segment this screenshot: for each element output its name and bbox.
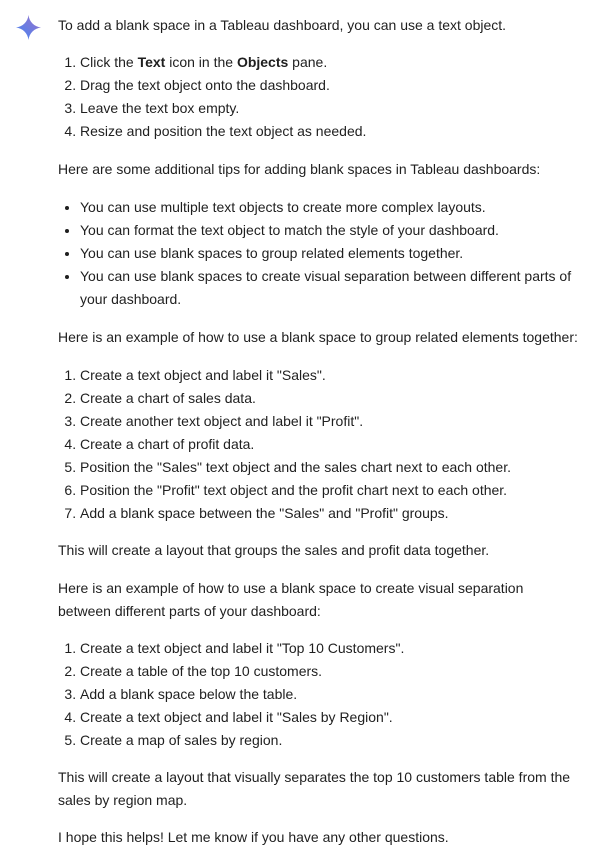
text-icon-label: Text [137, 54, 166, 70]
tips-list [58, 196, 578, 311]
closing-paragraph: I hope this helps! Let me know if you have any other questions. [58, 829, 449, 845]
list-item: 4. Resize and position the text object as needed. [80, 120, 578, 143]
list-item: 6. Position the "Profit" text object and the profit chart next to each other. [80, 479, 578, 502]
list-item: 2. Create a table of the top 10 customers. [80, 660, 578, 683]
list-item: • You can use blank spaces to create visual separation between different parts of your dashboard. [80, 265, 578, 311]
list-item: • You can use multiple text objects to create more complex layouts. [80, 196, 578, 219]
intro-paragraph: To add a blank space in a Tableau dashboard, you can use a text object. [58, 17, 507, 33]
list-item: 1. Create a text object and label it "Sales". [80, 364, 578, 387]
list-item: 2. Create a chart of sales data. [80, 387, 578, 410]
example2-steps [58, 637, 578, 752]
list-item: • You can use blank spaces to group related elements together. [80, 242, 578, 265]
step-text: Click the [80, 54, 138, 70]
list-item: 3. Add a blank space below the table. [80, 683, 578, 706]
response-body [58, 14, 578, 849]
list-item: 5. Position the "Sales" text object and the sales chart next to each other. [80, 456, 578, 479]
list-item: 3. Leave the text box empty. [80, 97, 578, 120]
list-item: 4. Create a text object and label it "Sales by Region". [80, 706, 578, 729]
list-item: 5. Create a map of sales by region. [80, 729, 578, 752]
list-item: 1. Create a text object and label it "Top 10 Customers". [80, 637, 578, 660]
example2-result: This will create a layout that visually separates the top 10 customers table from the sales by region map. [58, 769, 571, 808]
list-item: 4. Create a chart of profit data. [80, 433, 578, 456]
step-text: icon in the [165, 54, 237, 70]
example1-result: This will create a layout that groups the sales and profit data together. [58, 542, 490, 558]
steps-list [58, 51, 578, 143]
tips-intro: Here are some additional tips for adding blank spaces in Tableau dashboards: [58, 161, 541, 177]
list-item: 2. Drag the text object onto the dashboard. [80, 74, 578, 97]
gemini-sparkle-icon [16, 15, 41, 40]
list-item: • You can format the text object to match the style of your dashboard. [80, 219, 578, 242]
example1-intro: Here is an example of how to use a blank space to group related elements together: [58, 329, 578, 345]
list-item [80, 51, 578, 74]
step-text: pane. [288, 54, 328, 70]
example2-intro: Here is an example of how to use a blank space to create visual separation between different parts of your dashboard: [58, 580, 524, 619]
example1-steps [58, 364, 578, 525]
list-item: 3. Create another text object and label it "Profit". [80, 410, 578, 433]
objects-pane-label: Objects [236, 54, 289, 70]
list-item: 7. Add a blank space between the "Sales" and "Profit" groups. [80, 502, 578, 525]
